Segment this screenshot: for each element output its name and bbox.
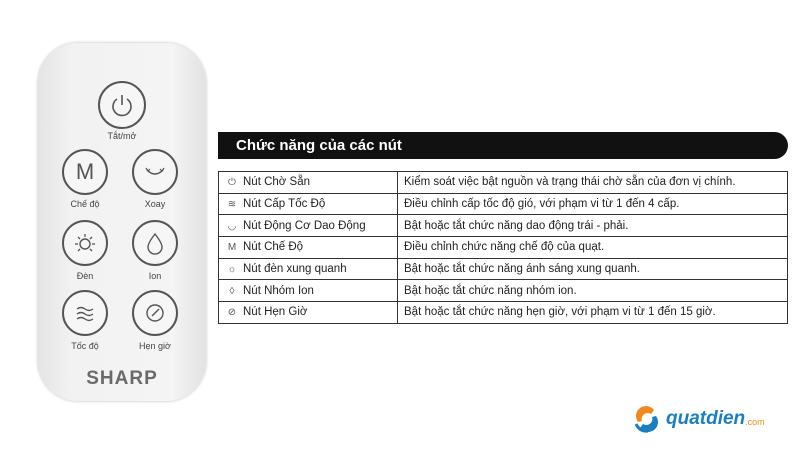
quatdien-logo [632, 404, 765, 434]
button-description: Điều chỉnh cấp tốc độ gió, với phạm vi từ 1 đến 4 cấp. [398, 193, 788, 215]
logo-suffix: .com [745, 417, 765, 427]
button-icon: ◡ [227, 220, 237, 232]
light-button [62, 220, 108, 266]
quatdien-swirl-icon [632, 404, 662, 434]
table-row [219, 215, 788, 237]
button-name: Nút Cấp Tốc Độ [243, 198, 326, 211]
button-icon: ⏻ [228, 177, 236, 189]
table-row [219, 193, 788, 215]
button-icon: ☼ [227, 264, 237, 276]
button-name: Nút Chờ Sẵn [243, 176, 310, 189]
table-row [219, 172, 788, 194]
button-description: Điều chỉnh chức năng chế độ của quạt. [398, 237, 788, 259]
ion-label: Ion [148, 271, 162, 281]
section-title: Chức năng của các nút [218, 132, 788, 159]
button-name: Nút Động Cơ Dao Động [243, 219, 366, 232]
power-icon [108, 91, 136, 119]
button-name-cell [219, 215, 398, 237]
ion-drop-icon [141, 229, 169, 257]
button-name: Nút đèn xung quanh [243, 263, 347, 276]
button-icon: M [227, 242, 237, 254]
button-description: Bật hoặc tắt chức năng dao động trái - phải. [398, 215, 788, 237]
swing-icon [141, 158, 169, 186]
button-name-cell [219, 193, 398, 215]
button-name: Nút Hẹn Giờ [243, 306, 308, 319]
speed-label: Tốc độ [71, 341, 99, 351]
button-description: Bật hoặc tắt chức năng ánh sáng xung quanh. [398, 258, 788, 280]
mode-m-icon: M [75, 159, 95, 184]
button-name-cell [219, 237, 398, 259]
button-name: Nút Chế Độ [243, 241, 304, 254]
wind-icon [71, 299, 99, 327]
timer-icon [141, 299, 169, 327]
button-description: Bật hoặc tắt chức năng hẹn giờ, với phạm vi từ 1 đến 15 giờ. [398, 302, 788, 324]
button-name: Nút Nhóm Ion [243, 284, 314, 297]
light-label: Đèn [76, 271, 94, 281]
button-function-table [218, 171, 788, 324]
button-description: Kiểm soát việc bật nguồn và trạng thái chờ sẵn của đơn vị chính. [398, 172, 788, 194]
mode-label: Chế độ [70, 199, 100, 209]
table-row [219, 237, 788, 259]
button-name-cell [219, 258, 398, 280]
swing-label: Xoay [144, 199, 166, 209]
timer-label: Hẹn giờ [139, 341, 171, 351]
logo-text: quatdien [666, 408, 746, 429]
timer-button [132, 290, 178, 336]
power-label: Tắt/mở [107, 131, 137, 141]
button-icon: ⊘ [227, 307, 237, 319]
swing-button [132, 149, 178, 195]
mode-button [62, 149, 108, 195]
table-row [219, 258, 788, 280]
speed-button [62, 290, 108, 336]
table-row [219, 280, 788, 302]
table-row [219, 302, 788, 324]
button-name-cell [219, 172, 398, 194]
button-name-cell [219, 302, 398, 324]
ion-button [132, 220, 178, 266]
sharp-brand-logo: SHARP [86, 368, 158, 389]
button-icon: ◊ [229, 285, 235, 297]
power-button [98, 81, 146, 129]
button-description: Bật hoặc tắt chức năng nhóm ion. [398, 280, 788, 302]
remote-control-image [38, 43, 206, 401]
button-icon: ≋ [227, 199, 237, 211]
light-icon [71, 229, 99, 257]
button-name-cell [219, 280, 398, 302]
